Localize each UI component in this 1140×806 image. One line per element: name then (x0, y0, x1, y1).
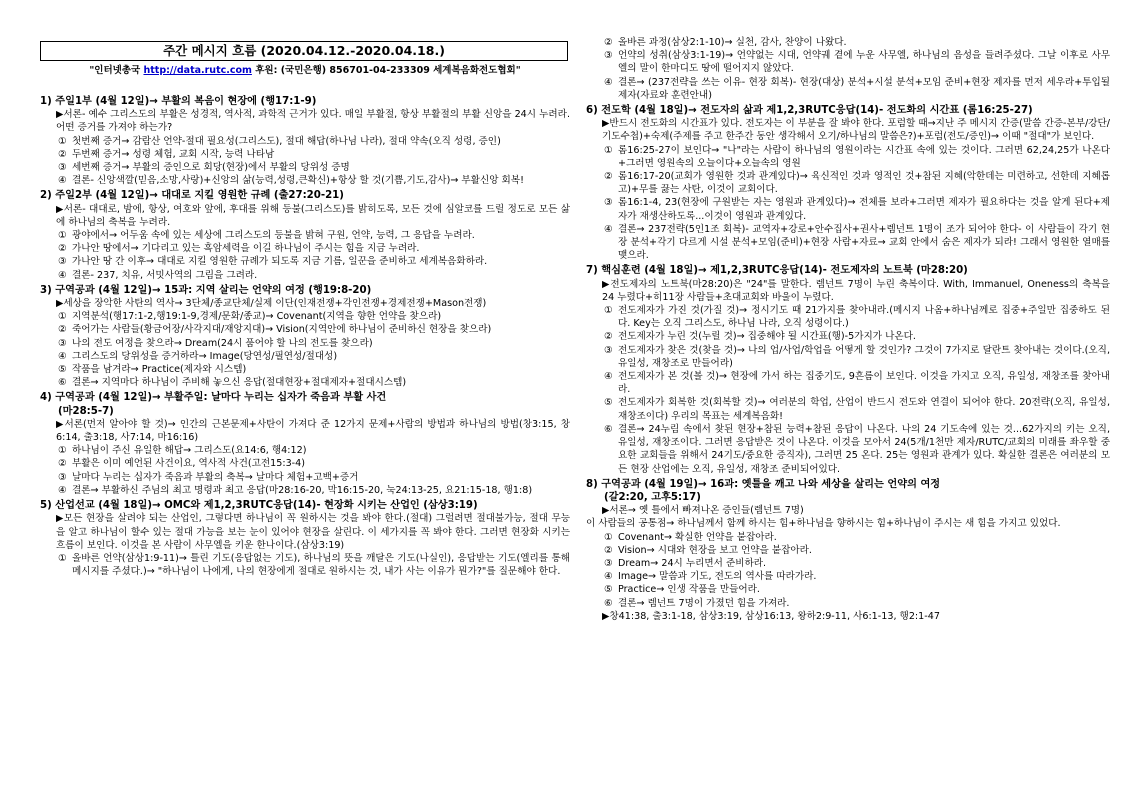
list-item (586, 370, 1110, 396)
section-title-continued: (마28:5-7) (58, 405, 114, 417)
item-text: 그리스도의 당위성을 증거하라→ Image(당연성/필연성/절대성) (72, 350, 338, 362)
item-number: ⑤ (58, 364, 67, 376)
section-title: 5) 산업선교 (4월 18일)→ OMC와 제1,2,3RUTC응답(14)- 현장화 시키는 산업인 (삼상3:19) (40, 500, 478, 512)
section-paragraph: 이 사람들의 공통점→ 하나님께서 함께 하시는 힘+하나님을 향하시는 힘+하나님이 주시는 새 힘을 가지고 있었다. (586, 518, 1061, 530)
list-item (586, 597, 1110, 610)
item-text: 가나안 땅에서→ 기다리고 있는 흑암세력을 이길 하나님이 주시는 힘을 지금 누려라. (72, 243, 420, 255)
message-section (586, 36, 1110, 102)
list-item (40, 242, 570, 255)
list-item (40, 161, 570, 174)
item-number: ⑤ (604, 584, 613, 596)
item-number: ② (604, 171, 613, 183)
sponsor-prefix: "인터넷총국 (89, 65, 144, 76)
message-section (40, 391, 570, 497)
item-text: 작품을 남겨라→ Practice(제자와 시스템) (72, 364, 247, 376)
item-number: ① (58, 230, 67, 242)
item-text: 두번째 증거→ 성령 체험, 교회 시작, 능력 나타남 (72, 148, 275, 160)
section-intro: ▶서론→ 옛 틀에서 빠져나온 증인들(렘넌트 7명) (602, 505, 804, 517)
section-intro: ▶세상을 장악한 사탄의 역사→ 3단체/종교단체/실제 이단(인재전쟁+각인전쟁+경제전쟁+Mason전쟁) (56, 298, 487, 310)
list-item (586, 583, 1110, 596)
item-text: 롬16:1-4, 23(현장에 구원받는 자는 영원과 관계있다)→ 전체를 보라+그러면 제자가 필요하다는 것을 알게 된다+제자가 재생산하도록...이것이 영원과 관계있다. (618, 197, 1110, 222)
list-item (586, 144, 1110, 170)
section-intro: ▶반드시 전도화의 시간표가 있다. 전도자는 이 부분을 잘 봐야 한다. 포럼할 때→지난 주 메시지 간증(말씀 간증-본부/강단/기도수첩)+숙제(주제를 주고 한주간 동안 생각해서 오기/하나님의 말씀은?)+포럼(전도/증인)→ 이때 "절대"가 보인다. (602, 118, 1110, 143)
item-text: 결론→ 237전략(5인1조 회복)- 교역자+강로+안수집사+권사+렘넌트 1명이 조가 되어야 한다- 이 사람들이 각기 현장 분석+각기 다르게 시설 분석+모임(준비)+현장 사람+자료→ 교회 안에서 숨은 제자가 되라! 그래서 영원한 열매를 맺으라. (618, 223, 1110, 262)
section-title: 7) 핵심훈련 (4월 18일)→ 제1,2,3RUTC응답(14)- 전도제자의 노트북 (마28:20) (586, 265, 968, 277)
list-item (40, 350, 570, 363)
list-item (586, 49, 1110, 75)
section-intro: ▶서론- 대대로, 밤에, 항상, 여호와 앞에, 후대를 위해 등불(그리스도)를 밝히도록, 모든 것에 심알코를 드릴 정도로 모든 삶에 하나님의 축복을 누려라. (56, 203, 570, 228)
list-item (586, 557, 1110, 570)
left-column (40, 95, 570, 580)
list-item (586, 531, 1110, 544)
section-intro: ▶서론- 예수 그리스도의 부활은 성경적, 역사적, 과학적 근거가 있다. 매일 부활절, 항상 부활절의 부활 신앙을 24시 누려라. 어떤 증거를 가져야 하는가? (56, 109, 570, 134)
item-number: ③ (58, 337, 67, 349)
item-number: ① (58, 135, 67, 147)
section-intro: ▶서론(먼저 알아야 할 것)→ 인간의 근본문제+사탄이 가져다 준 12가지 문제+사람의 방법과 하나님의 방법(창3:15, 창6:14, 출3:18, 사7:14, 마16:16) (56, 418, 570, 444)
item-text: 전도제자가 누린 것(누릴 것)→ 집중해야 될 시간표(행)-5가지가 나온다. (618, 331, 916, 343)
item-text: 지역분석(행17:1-2,행19:1-9,경제/문화/종교)→ Covenant(지역을 향한 언약을 찾으라) (72, 311, 442, 323)
list-item (586, 170, 1110, 196)
page-title: 주간 메시지 흐름 (2020.04.12.-2020.04.18.) (40, 41, 568, 61)
item-number: ④ (604, 76, 613, 88)
list-item (40, 457, 570, 470)
list-item (586, 36, 1110, 49)
item-text: 롬16:17-20(교회가 영원한 것과 관계있다)→ 육신적인 것과 영적인 것+참된 지혜(악한데는 미련하고, 선한데 지혜롭고)+무를 끓는 사탄, 이것이 교회이다. (618, 171, 1110, 196)
item-text: 결론→ (237전략을 쓰는 이유- 현장 회복)- 현장(대상) 분석+시설 분석+모임 준비+현장 제자를 먼저 세우라+투입될 제자(자료와 훈련안내) (618, 76, 1110, 101)
message-section (586, 478, 1110, 623)
list-item (40, 229, 570, 242)
item-number: ③ (604, 50, 613, 62)
message-section (586, 264, 1110, 475)
list-item (40, 255, 570, 268)
item-text: 올바른 언약(삼상1:9-11)→ 틀린 기도(응답없는 기도), 하나님의 뜻을 깨달은 기도(나실인), 응답받는 기도(엘리를 통해 메시지를 주셨다.)→ "하나님이 나에게, 나의 현장에게 절대로 원하시는 것, 내가 사는 이유가 뭔가?"를 질문해야 한다. (72, 552, 570, 578)
item-text: 전도제자가 찾은 것(찾을 것)→ 나의 업/사업/학업을 어떻게 할 것인가? 그것이 7가지로 달란트 찾아내는 것이다.(오직, 유일성, 재창조로 만들어라) (618, 344, 1110, 369)
item-text: 첫번째 증거→ 감람산 언약-절대 필요성(그리스도), 절대 해답(하나님 나라), 절대 약속(오직 성령, 증인) (72, 135, 501, 147)
item-text: 세번째 증거→ 부활의 증인으로 회당(현장)에서 부활의 당위성 증명 (72, 162, 350, 174)
item-number: ④ (58, 350, 67, 362)
item-text: 나의 전도 여정을 찾으라→ Dream(24시 품어야 할 나의 전도를 찾으라) (72, 337, 373, 349)
item-text: Dream→ 24시 누리면서 준비하라. (618, 557, 767, 569)
list-item (586, 223, 1110, 263)
item-number: ② (58, 243, 67, 255)
item-text: 올바른 과정(삼상2:1-10)→ 실천, 감사, 찬양이 나왔다. (618, 37, 847, 48)
item-text: 결론- 237, 치유, 서밋사역의 그림을 그려라. (72, 269, 258, 281)
item-text: 전도제자가 본 것(볼 것)→ 현장에 가서 하는 집중기도, 9흔름이 보인다. 이것을 가지고 오직, 유일성, 재창조를 찾아내라. (618, 371, 1110, 396)
list-item (586, 570, 1110, 583)
item-text: 전도제자가 회복한 것(회복할 것)→ 여러분의 학업, 산업이 반드시 전도와 연결이 되어야 한다. 20전략(오직, 유일성, 재창조이다) 우리의 목표는 세계복음화! (618, 397, 1110, 422)
item-text: 날마다 누리는 십자가 죽음과 부활의 축복→ 날마다 체험+고백+증거 (72, 471, 359, 483)
item-text: 하나님이 주신 유일한 해답→ 그리스도(요14:6, 행4:12) (72, 445, 307, 457)
message-section (40, 284, 570, 390)
item-number: ④ (604, 223, 613, 235)
list-item (40, 471, 570, 484)
item-number: ② (58, 324, 67, 336)
section-title: 3) 구역공과 (4월 12일)→ 15과: 지역 살리는 언약의 여정 (행19:8-20) (40, 284, 372, 296)
item-text: 광야에서→ 어두움 속에 있는 세상에 그리스도의 등불을 밝혀 구원, 언약, 능력, 그 응답을 누려라. (72, 230, 475, 242)
message-section (40, 499, 570, 578)
item-number: ③ (604, 197, 613, 209)
list-item (586, 304, 1110, 330)
list-item (40, 376, 570, 389)
item-text: Image→ 말씀과 기도, 전도의 역사를 따라가라. (618, 571, 817, 583)
item-number: ① (604, 531, 613, 543)
list-item (586, 196, 1110, 222)
list-item (40, 148, 570, 161)
item-text: 죽어가는 사람들(황금어장/사각지대/재앙지대)→ Vision(지역안에 하나님이 준비하신 현장을 찾으라) (72, 324, 492, 336)
list-item (40, 484, 570, 497)
item-text: Covenant→ 확실한 언약을 붙잡아라. (618, 531, 777, 543)
sponsor-link[interactable]: http://data.rutc.com (143, 65, 252, 76)
list-item (40, 174, 570, 187)
list-item (40, 310, 570, 323)
item-text: 부활은 이미 예언된 사건이요, 역사적 사건(고전15:3-4) (72, 458, 305, 470)
message-section (40, 95, 570, 187)
section-intro: ▶전도제자의 노트북(마28:20)은 "24"를 말한다. 렘넌트 7명이 누린 축복이다. With, Immanuel, Oneness의 축복을 24 누렸다+히11장 사람들+초대교회와 바울이 누렸다. (602, 278, 1110, 303)
item-number: ② (604, 331, 613, 343)
item-number: ④ (58, 175, 67, 187)
section-intro: ▶모든 현장을 살려야 되는 산업인, 그렇다면 하나님이 꼭 원하시는 것을 봐야 한다.(절대) 그럴려면 절대불가능, 절대 무능을 알고 하나님이 할수 있는 절대 가능을 보는 눈이 있어야 현장을 살린다. 이 세가지를 꼭 봐야 한다. 그러면 현장화 시키는 흐름이 보인다. 이것을 본 사람이 사무엘을 키운 한나이다.(삼상3:19) (56, 513, 570, 551)
list-item (586, 76, 1110, 102)
list-item (40, 337, 570, 350)
item-number: ④ (58, 484, 67, 496)
item-number: ① (604, 144, 613, 156)
section-title: 2) 주일2부 (4월 12일)→ 대대로 지킬 영원한 규례 (출27:20-21) (40, 190, 344, 202)
right-column (586, 36, 1110, 625)
section-title-continued: (갈2:20, 고후5:17) (604, 491, 701, 503)
item-number: ① (604, 305, 613, 317)
list-item (40, 363, 570, 376)
item-number: ② (58, 148, 67, 160)
item-number: ③ (58, 471, 67, 483)
item-text: 결론→ 부활하신 주님의 최고 명령과 최고 응답(마28:16-20, 막16:15-20, 눅24:13-25, 요21:15-18, 행1:8) (72, 484, 533, 496)
item-number: ④ (58, 269, 67, 281)
sponsor-suffix: 후원: (국민은행) 856701-04-233309 세계복음화전도협회" (251, 65, 521, 76)
item-text: 결론→ 렘넌트 7명이 가졌던 힘을 가져라. (618, 597, 790, 609)
list-item (586, 423, 1110, 476)
list-item (40, 269, 570, 282)
item-number: ③ (604, 557, 613, 569)
message-section (40, 189, 570, 281)
list-item (40, 323, 570, 336)
item-number: ③ (58, 162, 67, 174)
list-item (40, 444, 570, 457)
section-title: 1) 주일1부 (4월 12일)→ 부활의 복음이 현장에 (행17:1-9) (40, 96, 317, 107)
list-item (586, 330, 1110, 343)
item-text: 가나안 땅 간 이후→ 대대로 지킬 영원한 규례가 되도록 지금 기름, 일꾼을 준비하고 세계복음화하라. (72, 256, 488, 268)
item-text: 결론→ 24누림 속에서 찾된 현장+참된 능력+참된 응답이 나온다. 나의 24 기도속에 있는 것...62가지의 키는 오직, 유일성, 재창조이다. 그러면 응답받은 것이 나온다. 이것을 모아서 24(5개/1천만 제자/RUTC/교회의 미래를 좌우할 중요한 교회들을 위해서 24기도/중요한 증직자), 그러면 25 온다. 25는 영원과 관계가 있다. 확실한 결론은 여러분의 모든 현장 산업에는 오직, 유일성, 재창조 준비되어있다. (618, 423, 1110, 475)
item-text: Practice→ 인생 작품을 만들어라. (618, 584, 760, 596)
item-text: 결론→ 지역마다 하나님이 주비해 놓으신 응답(절대현장+절대제자+절대시스템) (72, 377, 407, 389)
item-number: ② (58, 458, 67, 470)
scripture-references: ▶창41:38, 출3:1-18, 삼상3:19, 삼상16:13, 왕하2:9-11, 사6:1-13, 행2:1-47 (602, 610, 940, 622)
list-item (586, 396, 1110, 422)
item-text: 롬16:25-27이 보인다→ "나"라는 사람이 하나님의 영원이라는 시간표 속에 있는 것이다. 그러면 62,24,25가 나온다+그러면 영원속의 오늘이다+오늘속의 영원 (618, 144, 1110, 169)
list-item (586, 344, 1110, 370)
item-number: ① (58, 552, 67, 564)
item-number: ⑥ (58, 377, 67, 389)
item-text: 전도제자가 가진 것(가질 것)→ 정시기도 때 21가지를 찾아내라.(메시지 나옴+하나님께로 집중+주일만 집중하도 된다. Key는 오직 그리스도, 하나님 나라, 오직 성령이다.) (618, 305, 1110, 330)
item-number: ④ (604, 571, 613, 583)
item-number: ⑥ (604, 423, 613, 435)
item-text: 언약의 성취(삼상3:1-19)→ 언약없는 시대, 언약궤 곁에 누운 사무엘, 하나님의 음성을 들려주셨다. 그날 이후로 사무엘의 말이 한마디도 땅에 떨어지지 않았다. (618, 50, 1110, 75)
item-number: ⑥ (604, 597, 613, 609)
item-number: ② (604, 37, 613, 48)
item-text: Vision→ 시대와 현장을 보고 언약을 붙잡아라. (618, 544, 812, 556)
message-section (586, 104, 1110, 262)
list-item (586, 544, 1110, 557)
item-number: ③ (604, 344, 613, 356)
list-item (40, 552, 570, 578)
item-number: ① (58, 445, 67, 457)
item-text: 결론- 신앙색깔(믿음,소망,사랑)+신앙의 삶(능력,성령,큰확신)+항상 할 것(기쁨,기도,감사)→ 부활신앙 회복! (72, 175, 524, 187)
sponsor-line (40, 64, 570, 77)
item-number: ② (604, 544, 613, 556)
item-number: ① (58, 311, 67, 323)
list-item (40, 135, 570, 148)
item-number: ④ (604, 371, 613, 383)
item-number: ③ (58, 256, 67, 268)
section-title: 6) 전도학 (4월 18일)→ 전도자의 삶과 제1,2,3RUTC응답(14)- 전도화의 시간표 (롬16:25-27) (586, 105, 1033, 117)
section-title: 8) 구역공과 (4월 19일)→ 16과: 옛틀을 깨고 나와 세상을 살리는 언약의 여정 (586, 478, 941, 490)
section-title: 4) 구역공과 (4월 12일)→ 부활주일: 날마다 누리는 십자가 죽음과 부활 사건 (40, 392, 387, 404)
item-number: ⑤ (604, 397, 613, 409)
